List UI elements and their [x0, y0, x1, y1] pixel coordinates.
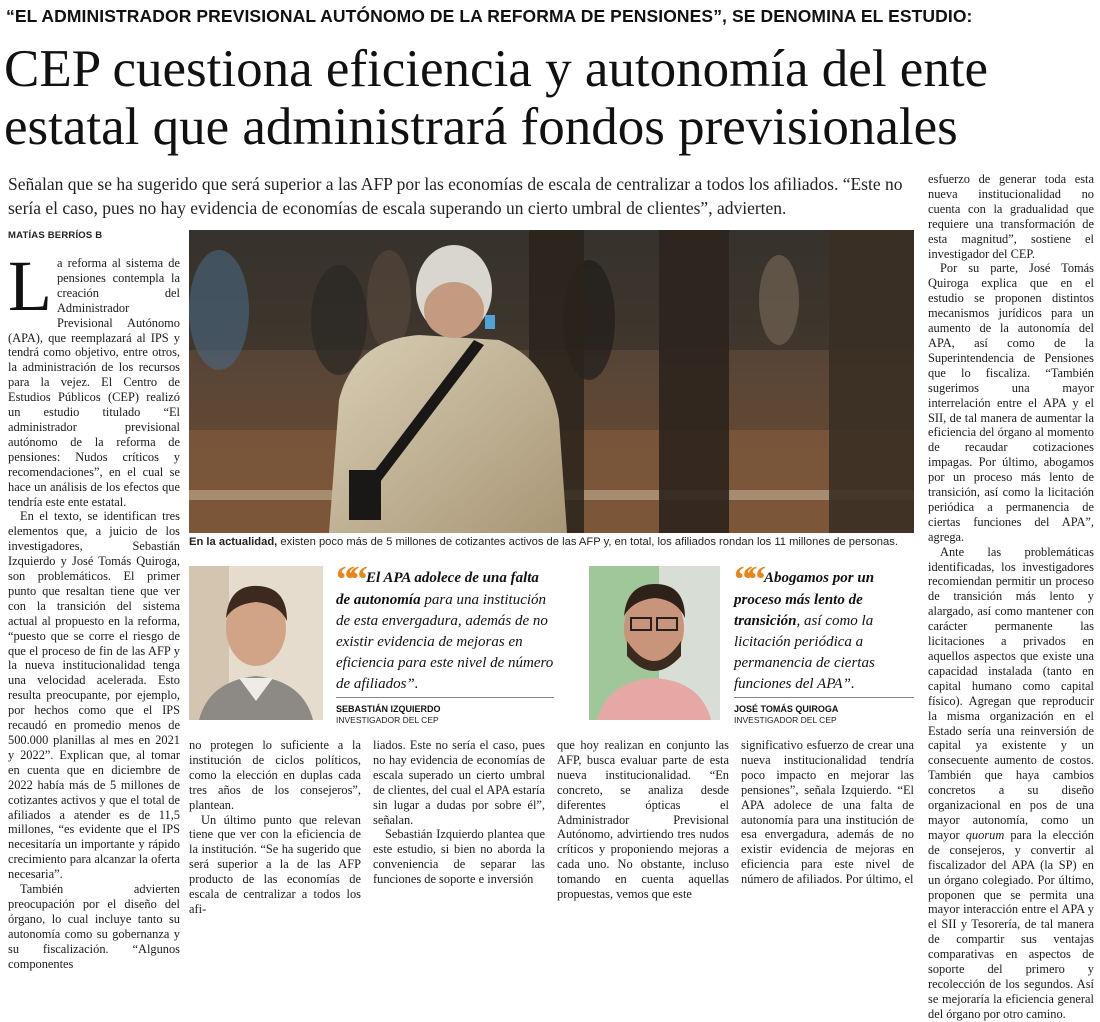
caption-text: existen poco más de 5 millones de cotizantes activos de las AFP y, en total, los afiliados rondan los 11 millones de personas. [277, 536, 898, 548]
paragraph: que hoy realizan en conjunto las AFP, busca evaluar parte de esta nueva institucionalidad. “En concreto, se analiza desde diferentes ópticas el Administrador Previsional Autónomo, advirtiendo tres nudos críticos y proponiendo mejoras a cada uno. No obstante, incluso tomando en cuenta aquellas propuestas, vemos que este [557, 738, 729, 902]
quote-divider [336, 697, 554, 698]
article-column-6 [928, 172, 1094, 1021]
article-column-5 [741, 738, 914, 887]
paragraph: Un último punto que relevan tiene que ver con la eficiencia de la institución. “Se ha sugerido que será superior a la de las AFP producto de las economías de escala de centralizar a todos los afi- [189, 812, 361, 916]
paragraph: esfuerzo de generar toda esta nueva institucionalidad no cuenta con la gradualidad que requiere una transformación de esta magnitud”, sostiene el investigador del CEP. [928, 172, 1094, 261]
drop-cap: L [8, 246, 52, 326]
article-column-3 [373, 738, 545, 887]
article-column-1 [8, 246, 180, 971]
main-photo [189, 230, 914, 533]
quote-text: , así como la licitación periódica a permanencia de ciertas funciones del APA”. [734, 613, 875, 692]
quote-author-name: JOSÉ TOMÁS QUIROGA [734, 704, 839, 714]
headline [4, 40, 1098, 156]
article-column-2 [189, 738, 361, 916]
paragraph: Por su parte, José Tomás Quiroga explica que en el estudio se proponen distintos mecanismos jurídicos para un aumento de la autonomía del APA, así como de la Superintendencia de Pensiones que lo fiscaliza. “También sugerimos una mayor interrelación entre el APA y el SII, de tal manera de aumentar la eficiencia del órgano al momento de recaudar cotizaciones impagas. Por último, abogamos por un proceso más lento de transición, así como la licitación periódica a permanencia de ciertas funciones del APA”, agrega. [928, 261, 1094, 544]
quote-author-role: INVESTIGADOR DEL CEP [336, 715, 439, 725]
paragraph: Sebastián Izquierdo plantea que este estudio, si bien no aborda la conveniencia de separar las funciones de soporte e inversión [373, 827, 545, 887]
pull-quote-2 [734, 559, 914, 695]
paragraph: liados. Este no sería el caso, pues no hay evidencia de economías de escala superado un cierto umbral de clientes, del cual el APA estaría sin lugar a dudas por sobre él”, señalan. [373, 738, 545, 827]
headline-line-1: CEP cuestiona eficiencia y autonomía del ente [4, 40, 989, 98]
caption-lead: En la actualidad, [189, 536, 278, 548]
portrait-sebastian-izquierdo [189, 566, 323, 720]
headline-line-2: estatal que administrará fondos previsionales [4, 98, 958, 156]
photo-caption [189, 536, 914, 548]
quote-mark-icon: ““ [734, 559, 760, 601]
quote-author-role: INVESTIGADOR DEL CEP [734, 715, 837, 725]
emphasis: quorum [965, 827, 1005, 842]
paragraph-text: a reforma al sistema de pensiones contempla la creación del Administrador Previsional Autónomo (APA), que reemplazará al IPS y tendrá como objetivo, entre otros, la administración de los recursos para la vejez. El Centro de Estudios Públicos (CEP) realizó un estudio titulado “El administrador previsional autónomo de la reforma de pensiones: Nudos críticos y recomendaciones”, en el cual se hace un análisis de los efectos que tendría este ente estatal. [8, 256, 180, 509]
paragraph [8, 246, 180, 509]
portrait-jose-tomas-quiroga [589, 566, 720, 720]
pull-quote-1 [336, 559, 554, 695]
quote-mark-icon: ““ [336, 559, 362, 601]
quote-divider [734, 697, 914, 698]
kicker: “EL ADMINISTRADOR PREVISIONAL AUTÓNOMO DE LA REFORMA DE PENSIONES”, SE DENOMINA EL ESTUDIO: [6, 6, 973, 26]
quote-emphasis: Abogamos por un proceso más lento de transición [734, 570, 875, 629]
paragraph-text: para la elección de consejeros, y convertir al fiscalizador del APA (la SP) en un órgano colegiado. Por último, proponen que se permita una mayor interacción entre el APA y el SII y Tesorería, de tal manera de compartir sus ventajas comparativas en aspectos de soporte del primero y recolección de los segundos. Así se mejoraría la eficiencia general del órgano por otro camino. [928, 827, 1094, 1021]
paragraph: En el texto, se identifican tres elementos que, a juicio de los investigadores, Sebastián Izquierdo y José Tomás Quiroga, son problemáticos. El primer punto que resaltan tiene que ver con la transición del sistema actual al propuesto en la reforma, “puesto que se corre el riesgo de que el proceso de fin de las AFP y la nueva institucionalidad tenga una velocidad acelerada. Esto resulta preocupante, por ejemplo, por hechos como que el IPS recaudó en promedio menos de 500.000 planillas al mes en 2021 y 2022”. Explican que, al tomar en cuenta que en diciembre de 2022 había más de 5 millones de cotizantes activos y que el total de afiliados a atender es de 11,5 millones, “es evidente que el IPS necesitaría un importante y rápido crecimiento para alcanzar la oferta necesaria”. [8, 509, 180, 882]
quote-emphasis: El APA adolece de una falta de autonomía [336, 570, 539, 608]
quote-author-name: SEBASTIÁN IZQUIERDO [336, 704, 441, 714]
elderly-man-photo [189, 230, 914, 533]
paragraph-text: Ante las problemáticas identificadas, los investigadores recomiendan permitir un proceso de transición más lento y alargado, así como mantener con carácter permanente las licitaciones a privados en aquellos aspectos que existe una capacidad instalada (tanto en capital humano como capital físico). Agregan que reproducir la misma organización en el Estado sería una reinversión de capital ya existente y un consecuente aumento de costos. También que haya cambios concretos a su diseño organizacional en pos de una mayor autonomía, como un mayor [928, 544, 1094, 842]
paragraph [928, 545, 1094, 1022]
paragraph: También advierten preocupación por el diseño del órgano, lo cual incluye tanto su autonomía como su gobernanza y su fiscalización. “Algunos componentes [8, 882, 180, 971]
article-column-4 [557, 738, 729, 902]
paragraph: significativo esfuerzo de crear una nueva institucionalidad tendría poco impacto en mejorar las pensiones”, señala Izquierdo. “El APA adolece de una falta de autonomía para una institución de esa envergadura, además de no existir evidencia de mejoras en eficiencia para este nivel de número de afiliados. Por último, el [741, 738, 914, 887]
deck: Señalan que se ha sugerido que será superior a las AFP por las economías de escala de centralizar a todos los afiliados. “Este no sería el caso, pues no hay evidencia de economías de escala superando un cierto umbral de clientes”, advierten. [8, 174, 903, 218]
portrait-photo [189, 566, 323, 720]
portrait-photo [589, 566, 720, 720]
byline: MATÍAS BERRÍOS B [8, 230, 103, 241]
paragraph: no protegen lo suficiente a la institución de ciclos políticos, como la elección en duplas cada tres años de los consejeros”, plantean. [189, 738, 361, 812]
quote-text: para una institución de esta envergadura, además de no existir evidencia de mejoras en eficiencia para este nivel de número de afiliados”. [336, 592, 554, 692]
